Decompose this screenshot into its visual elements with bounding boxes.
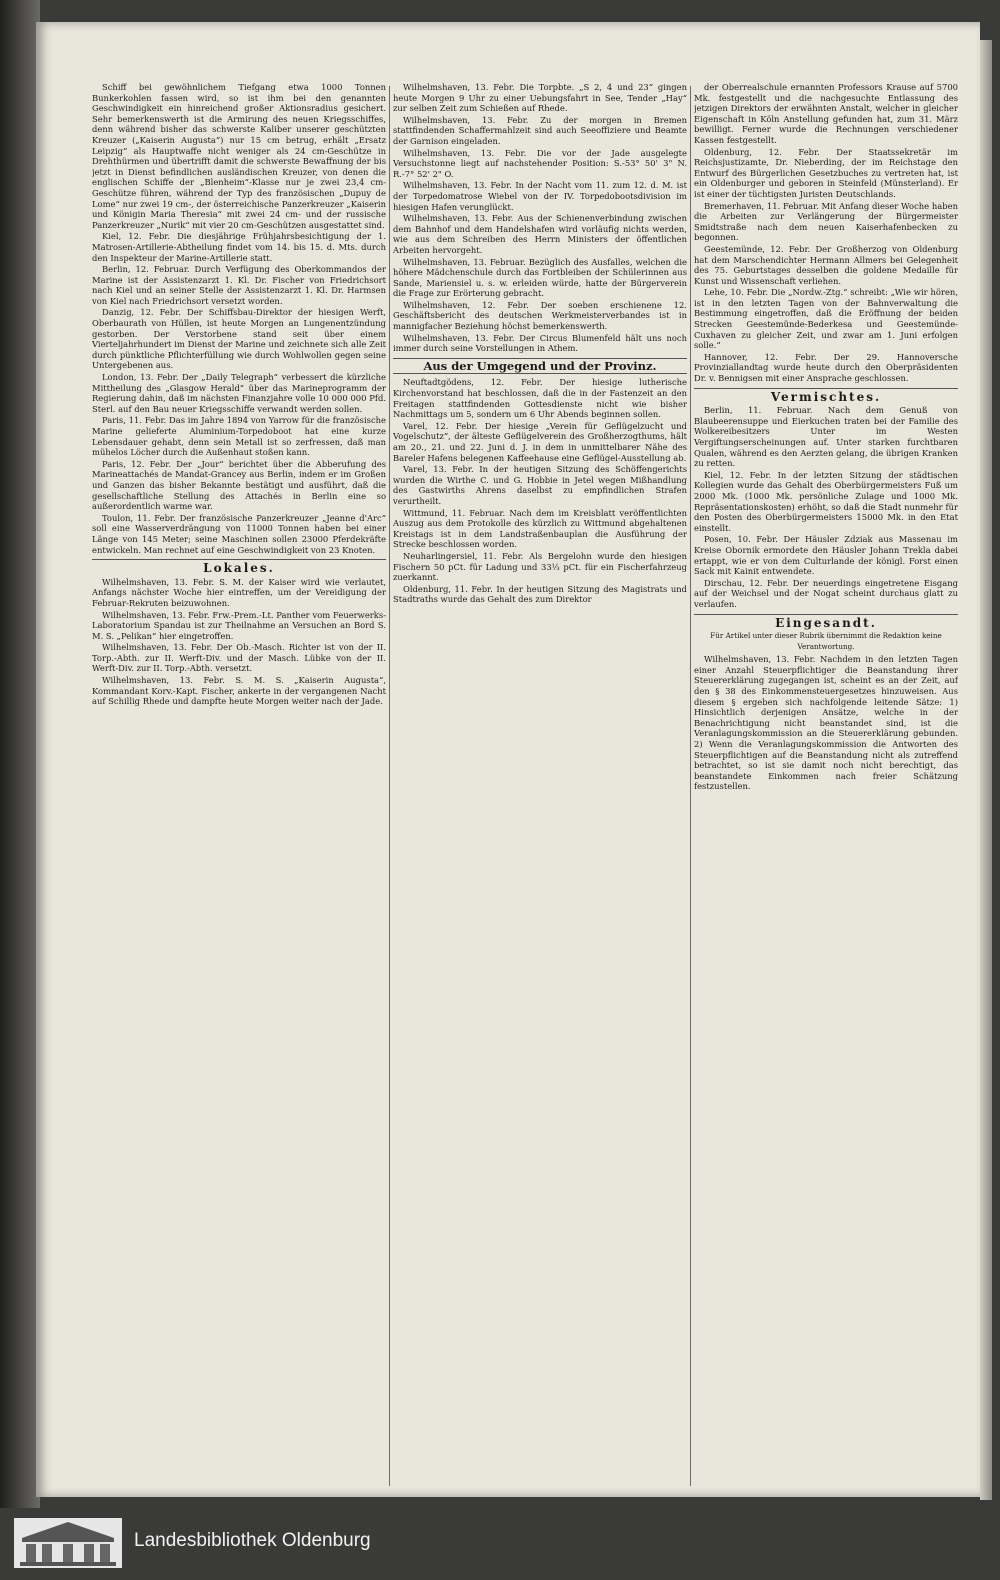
article-paragraph: Hannover, 12. Febr. Der 29. Hannoversche Provinziallandtag wurde heute durch den Oberpräsidenten Dr. v. Bennigsen mit einer Ansprache geschlossen. — [694, 351, 958, 384]
article-paragraph: Wittmund, 11. Februar. Nach dem im Kreisblatt veröffentlichten Auszug aus dem Protokolle des kürzlich zu Wittmund abgehaltenen Kreistags ist in dem Landstraßenbauplan die Ausführung der Strecke beschlossen worden. — [393, 507, 687, 550]
column-rule — [389, 86, 390, 1486]
article-paragraph: Lehe, 10. Febr. Die „Nordw.-Ztg.“ schreibt: „Wie wir hören, ist in den letzten Tagen von der Bahnverwaltung die Bestimmung eingetroffen, daß die Eröffnung der beiden Strecken Geestemünde-Bederkesa und Geestemünde-Cuxhaven zu gleicher Zeit, und zwar am 1. Juni erfolgen solle.“ — [694, 287, 958, 351]
article-paragraph: Varel, 13. Febr. In der heutigen Sitzung des Schöffengerichts wurden die Wirthe C. und G. Hobbie in Jetel wegen Mißhandlung des Gastwirths Ahrens daselbst zu empfindlichen Strafen verurtheilt. — [393, 464, 687, 506]
article-paragraph: Geestemünde, 12. Febr. Der Großherzog von Oldenburg hat dem Marschendichter Hermann Allmers bei Gelegenheit des 75. Geburtstages desselben die goldene Medaille für Kunst und Wissenschaft verliehen. — [694, 243, 958, 286]
article-paragraph: Kiel, 12. Febr. In der letzten Sitzung der städtischen Kollegien wurde das Gehalt des Oberbürgermeisters Fuß um 2000 Mk. (1000 Mk. persönliche Zulage und 1000 Mk. Repräsentationskosten) erhöht, so daß die Stadt nunmehr für den Posten des Oberbürgermeisters 15000 Mk. in den Etat einstellt. — [694, 469, 958, 533]
article-paragraph: Wilhelmshaven, 13. Februar. Bezüglich des Ausfalles, welchen die höhere Mädchenschule durch das Fortbleiben der Schülerinnen aus Sande, Mariensiel u. s. w. erleiden würde, hatte der Bürgerverein die Frage zur Erörterung gebracht. — [393, 256, 687, 299]
article-paragraph: Wilhelmshaven, 13. Febr. S. M. der Kaiser wird wie verlautet, Anfangs nächster Woche hier eintreffen, um der Vereidigung der Februar-Rekruten beizuwohnen. — [92, 576, 386, 608]
library-building-icon — [14, 1518, 122, 1568]
article-paragraph: London, 13. Febr. Der „Daily Telegraph“ verbessert die kürzliche Mittheilung des „Glasgow Herald“ über das Marineprogramm der Regierung dahin, daß im nächsten Finanzjahre volle 10 000 000 Pfd. Sterl. auf den Bau neuer Kriegsschiffe verwandt werden sollen. — [92, 372, 386, 414]
article-paragraph: Neuharlingersiel, 11. Febr. Als Bergelohn wurde den hiesigen Fischern 50 pCt. für Ladung und 33⅓ pCt. für ein Fischerfahrzeug zuerkannt. — [393, 550, 687, 583]
column-3 — [694, 82, 958, 1492]
article-paragraph: Toulon, 11. Febr. Der französische Panzerkreuzer „Jeanne d'Arc“ soll eine Wasserverdrängung von 11000 Tonnen haben bei einer Länge von 145 Meter; seine Maschinen sollen 23000 Pferdekräfte entwickeln. Man rechnet auf eine Geschwindigkeit von 23 Knoten. — [92, 512, 386, 555]
article-paragraph: Schiff bei gewöhnlichem Tiefgang etwa 1000 Tonnen Bunkerkohlen fassen wird, so ist ihm bei den genannten Geschwindigkeit ein hinreichend großer Aktionsradius gesichert. Sehr bemerkenswerth ist die Armirung des neuen Kriegsschiffes, denn während bisher das schwerste Kaliber unserer geschützten Kreuzer („Kaiserin Augusta“) nur 15 cm betrug, erhält „Ersatz Leipzig“ als Hauptwaffe nicht weniger als 24 cm-Geschütze in Drehthürmen und übertrifft damit die schwerste Bewaffnung der bis jetzt in Dienst befindlichen ausländischen Kreuzer, von denen die englischen Schiffe der „Blenheim“-Klasse nur je zwei 23,4 cm-Geschütze führen, während der Typ des französischen „Dupuy de Lome“ nur zwei 19 cm-, der österreichische Panzerkreuzer „Kaiserin und Königin Maria Theresia“ mit zwei 24 cm- und der russische Panzerkreuzer „Nurik“ mit vier 20 cm-Geschützen ausgestattet sind. — [92, 82, 386, 230]
article-paragraph: Oldenburg, 12. Febr. Der Staatssekretär im Reichsjustizamte, Dr. Nieberding, der im Reichstage den Entwurf des Bürgerlichen Gesetzbuches zu vertreten hat, ist ein Oldenburger und geboren in Steinfeld (Münsterland). Er ist einer der tüchtigsten Juristen Deutschlands. — [694, 146, 958, 199]
page-stack-edge — [980, 40, 992, 1500]
section-heading-province: Aus der Umgegend und der Provinz. — [393, 358, 687, 375]
article-paragraph: Oldenburg, 11. Febr. In der heutigen Sitzung des Magistrats und Stadtraths wurde das Gehalt des zum Direktor — [393, 583, 687, 605]
section-heading-local: Lokales. — [92, 559, 386, 574]
article-paragraph: Paris, 12. Febr. Der „Jour“ berichtet über die Abberufung des Marineattachés de Mandat-Grancey aus Berlin, indem er im Großen und Ganzen das bisher Bekannte bestätigt und ausführt, daß die gesellschaftliche Stellung des Attachés in Berlin eine so außerordentlich warme war. — [92, 458, 386, 512]
library-building-logo-icon[interactable] — [14, 1518, 122, 1568]
section-heading-misc: Vermischtes. — [694, 388, 958, 403]
library-name[interactable]: Landesbibliothek Oldenburg — [134, 1530, 371, 1551]
article-paragraph: Wilhelmshaven, 13. Febr. Nachdem in den letzten Tagen einer Anzahl Steuerpflichtiger die Beanstandung ihrer Steuererklärung zugegangen ist, scheint es an der Zeit, auf den § 38 des Einkommensteuergesetzes hinzuweisen. Aus diesem § ergeben sich nachfolgende leitende Sätze: 1) Hinsichtlich derjenigen Ansätze, welche in der Benachrichtigung nicht beanstandet sind, ist die Veranlagungskommission an die Steuererklärung gebunden. 2) Wenn die Veranlagungskommission die Antworten des Steuerpflichtigen auf die Beanstandung nicht als zutreffend betrachtet, so ist sie damit noch nicht berechtigt, das beanstandete Einkommen nach freier Schätzung festzustellen. — [694, 654, 958, 792]
article-paragraph: Wilhelmshaven, 13. Febr. In der Nacht vom 11. zum 12. d. M. ist der Torpedomatrose Wiebel von der IV. Torpedobootsdivision im hiesigen Hafen verunglückt. — [393, 180, 687, 212]
article-paragraph: Wilhelmshaven, 13. Febr. Der Ob.-Masch. Richter ist von der II. Torp.-Abth. zur II. Werft-Div. und der Masch. Lübke von der II. Werft-Div. zur II. Torp.-Abth. versetzt. — [92, 642, 386, 674]
article-paragraph: Varel, 12. Febr. Der hiesige „Verein für Geflügelzucht und Vogelschutz“, der älteste Geflügelverein des Großherzogthums, hält am 20., 21. und 22. Juni d. J. in dem in unmittelbarer Nähe des Bareler Hafens belegenen Kaffeehause eine Geflügel-Ausstellung ab. — [393, 420, 687, 463]
article-paragraph: Wilhelmshaven, 13. Febr. Die Torpbte. „S 2, 4 und 23“ gingen heute Morgen 9 Uhr zu einer Uebungsfahrt in See, Tender „Hay“ zur selben Zeit zum Schießen auf Rhede. — [393, 82, 687, 114]
column-2 — [393, 82, 687, 1492]
article-paragraph: Wilhelmshaven, 13. Febr. Zu der morgen in Bremen stattfindenden Schaffermahlzeit sind auch Seeoffiziere und Beamte der Garnison eingeladen. — [393, 114, 687, 146]
section-heading-sent: Eingesandt. — [694, 614, 958, 629]
book-binding-edge — [0, 0, 40, 1580]
newspaper-page — [36, 22, 980, 1497]
article-paragraph: Berlin, 12. Februar. Durch Verfügung des Oberkommandos der Marine ist der Assistenzarzt 1. Kl. Dr. Fischer von Friedrichsort nach Kiel und an seiner Stelle der Assistenzarzt 1. Kl. Dr. Harmsen von Kiel nach Friedrichsort versetzt worden. — [92, 264, 386, 306]
article-paragraph: Dirschau, 12. Febr. Der neuerdings eingetretene Eisgang auf der Weichsel und der Nogat scheint durchaus glatt zu verlaufen. — [694, 577, 958, 609]
article-paragraph: Wilhelmshaven, 13. Febr. Aus der Schienenverbindung zwischen dem Bahnhof und dem Handelshafen wird vorläufig nichts werden, wie aus dem Schreiben des Herrn Ministers der öffentlichen Arbeiten hervorgeht. — [393, 213, 687, 255]
column-rule — [690, 86, 691, 1486]
article-paragraph: Posen, 10. Febr. Der Häusler Zdziak aus Massenau im Kreise Obornik ermordete den Häusler Johann Trekla dabei ertappt, wie er von dem Culturlande der königl. Forst einen Sack mit Kainit entwendete. — [694, 534, 958, 577]
article-paragraph: Berlin, 11. Februar. Nach dem Genuß von Blaubeerensuppe und Eierkuchen traten bei der Familie des Wolkereibesitzers Unter im Westen Vergiftungserscheinungen auf. Unter starken furchtbaren Qualen, während es den Aerzten gelang, die übrigen Kranken zu retten. — [694, 405, 958, 469]
article-paragraph: der Oberrealschule ernannten Professors Krause auf 5700 Mk. festgestellt und die nachgesuchte Entlassung des jetzigen Direktors der erwähnten Anstalt, welcher in gleicher Eigenschaft in Köln Anstellung gefunden hat, zum 31. März bewilligt. Ferner wurde die Rechnungen verschiedener Kassen festgestellt. — [694, 82, 958, 145]
article-paragraph: Bremerhaven, 11. Februar. Mit Anfang dieser Woche haben die Arbeiten zur Verlängerung der Bürgermeister Smidtstraße nach dem neuen Kaiserhafenbecken zu begonnen. — [694, 200, 958, 243]
article-paragraph: Wilhelmshaven, 13. Febr. Die vor der Jade ausgelegte Versuchstonne liegt auf nachstehender Position: S.-53° 50' 3" N. R.-7° 52' 2" O. — [393, 147, 687, 179]
article-paragraph: Wilhelmshaven, 13. Febr. S. M. S. „Kaiserin Augusta“, Kommandant Korv.-Kapt. Fischer, ankerte in der vergangenen Nacht auf Schillig Rhede und dampfte heute Morgen weiter nach der Jade. — [92, 675, 386, 707]
article-paragraph: Wilhelmshaven, 12. Febr. Der soeben erschienene 12. Geschäftsbericht des deutschen Werkmeisterverbandes ist in mannigfacher Beziehung höchst bemerkenswerth. — [393, 299, 687, 332]
article-paragraph: Wilhelmshaven, 13. Febr. Der Circus Blumenfeld hält uns noch immer durch seine Vorstellungen in Athem. — [393, 332, 687, 354]
column-1 — [92, 82, 386, 1492]
article-paragraph: Wilhelmshaven, 13. Febr. Frw.-Prem.-Lt. Panther vom Feuerwerks-Laboratorium Spandau ist zur Theilnahme an Versuchen an Bord S. M. S. „Pelikan“ hier eingetroffen. — [92, 609, 386, 641]
article-paragraph: Neuftadtgödens, 12. Febr. Der hiesige lutherische Kirchenvorstand hat beschlossen, daß die in der Fastenzeit an den Freitagen stattfindenden Gottesdienste nicht wie bisher Nachmittags um 5, sondern um 6 Uhr Abends beginnen sollen. — [393, 377, 687, 420]
article-paragraph: Paris, 11. Febr. Das im Jahre 1894 von Yarrow für die französische Marine gelieferte Aluminium-Torpedoboot hat eine kurze Lebensdauer gehabt, denn sein Metall ist so zerfressen, daß man mühelos Löcher durch die Außenhaut stoßen kann. — [92, 415, 386, 458]
article-paragraph: Danzig, 12. Febr. Der Schiffsbau-Direktor der hiesigen Werft, Oberbaurath von Hüllen, ist heute Morgen an Lungenentzündung gestorben. Der Verstorbene stand seit über einem Vierteljahrhundert im Dienst der Marine und zeichnete sich alle Zeit durch pünktliche Pflichterfüllung wie durch Wohlwollen gegen seine Untergebenen aus. — [92, 307, 386, 371]
article-paragraph: Kiel, 12. Febr. Die diesjährige Frühjahrsbesichtigung der 1. Matrosen-Artillerie-Abtheilung findet vom 14. bis 15. d. Mts. durch den Inspekteur der Marine-Artillerie statt. — [92, 231, 386, 263]
editorial-disclaimer: Für Artikel unter dieser Rubrik übernimmt die Redaktion keine Verantwortung. — [710, 631, 942, 651]
